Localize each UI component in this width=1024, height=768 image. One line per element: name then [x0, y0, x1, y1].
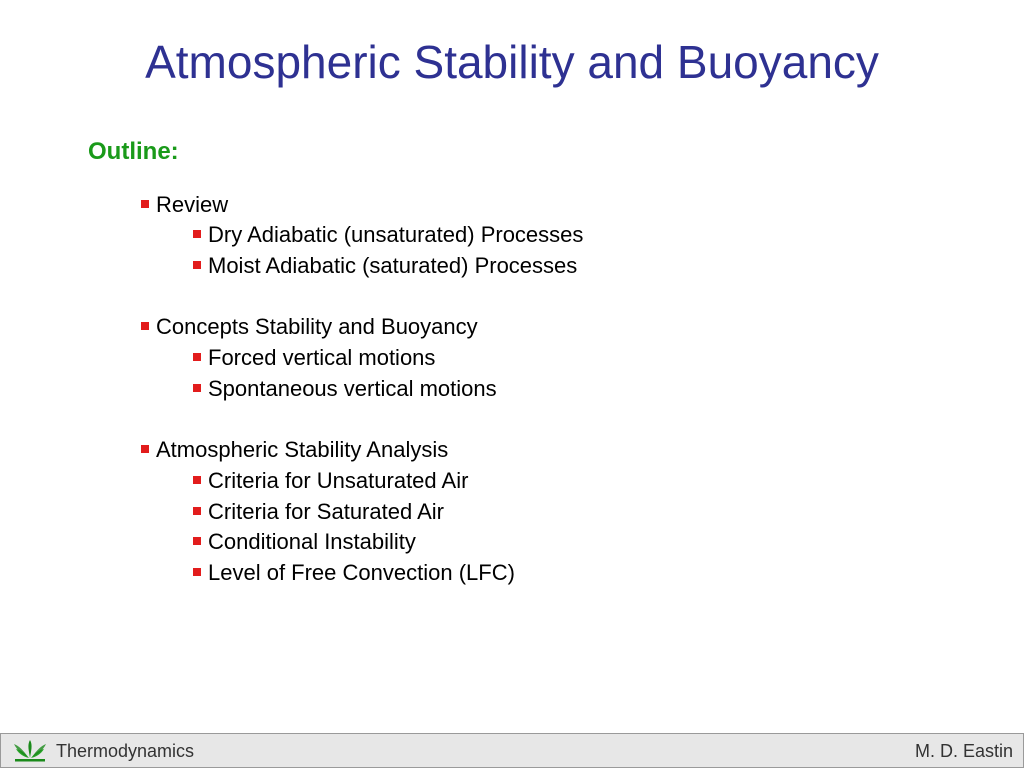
list-item — [193, 220, 583, 250]
list-item-text: Forced vertical motions — [208, 345, 436, 370]
footer-author: M. D. Eastin — [914, 741, 1013, 761]
square-bullet-icon — [193, 507, 201, 515]
square-bullet-icon — [193, 537, 201, 545]
list-item-text: Spontaneous vertical motions — [208, 376, 497, 401]
list-item — [193, 497, 444, 527]
list-item-text: Criteria for Saturated Air — [208, 499, 444, 524]
square-bullet-icon — [193, 476, 201, 484]
section-stability-analysis — [141, 435, 448, 465]
list-item — [193, 251, 577, 281]
list-item — [193, 527, 416, 557]
slide-footer — [0, 733, 1024, 768]
list-item — [193, 558, 515, 588]
section-heading: Review — [156, 192, 229, 217]
list-item-text: Level of Free Convection (LFC) — [208, 560, 515, 585]
square-bullet-icon — [193, 384, 201, 392]
list-item-text: Dry Adiabatic (unsaturated) Processes — [208, 222, 584, 247]
outline-label: Outline: — [88, 138, 179, 165]
list-item — [193, 466, 468, 496]
square-bullet-icon — [193, 353, 201, 361]
square-bullet-icon — [141, 322, 149, 330]
square-bullet-icon — [141, 200, 149, 208]
list-item-text: Conditional Instability — [208, 529, 416, 554]
section-review — [141, 190, 228, 220]
square-bullet-icon — [193, 261, 201, 269]
square-bullet-icon — [141, 445, 149, 453]
square-bullet-icon — [193, 568, 201, 576]
list-item-text: Criteria for Unsaturated Air — [208, 468, 469, 493]
square-bullet-icon — [193, 230, 201, 238]
list-item-text: Moist Adiabatic (saturated) Processes — [208, 253, 578, 278]
green-leaf-logo-icon — [13, 738, 47, 764]
section-heading: Atmospheric Stability Analysis — [156, 437, 449, 462]
footer-course: Thermodynamics — [56, 741, 195, 761]
slide-title: Atmospheric Stability and Buoyancy — [145, 36, 879, 88]
list-item — [193, 374, 497, 404]
section-heading: Concepts Stability and Buoyancy — [156, 314, 478, 339]
list-item — [193, 343, 435, 373]
section-concepts — [141, 312, 478, 342]
